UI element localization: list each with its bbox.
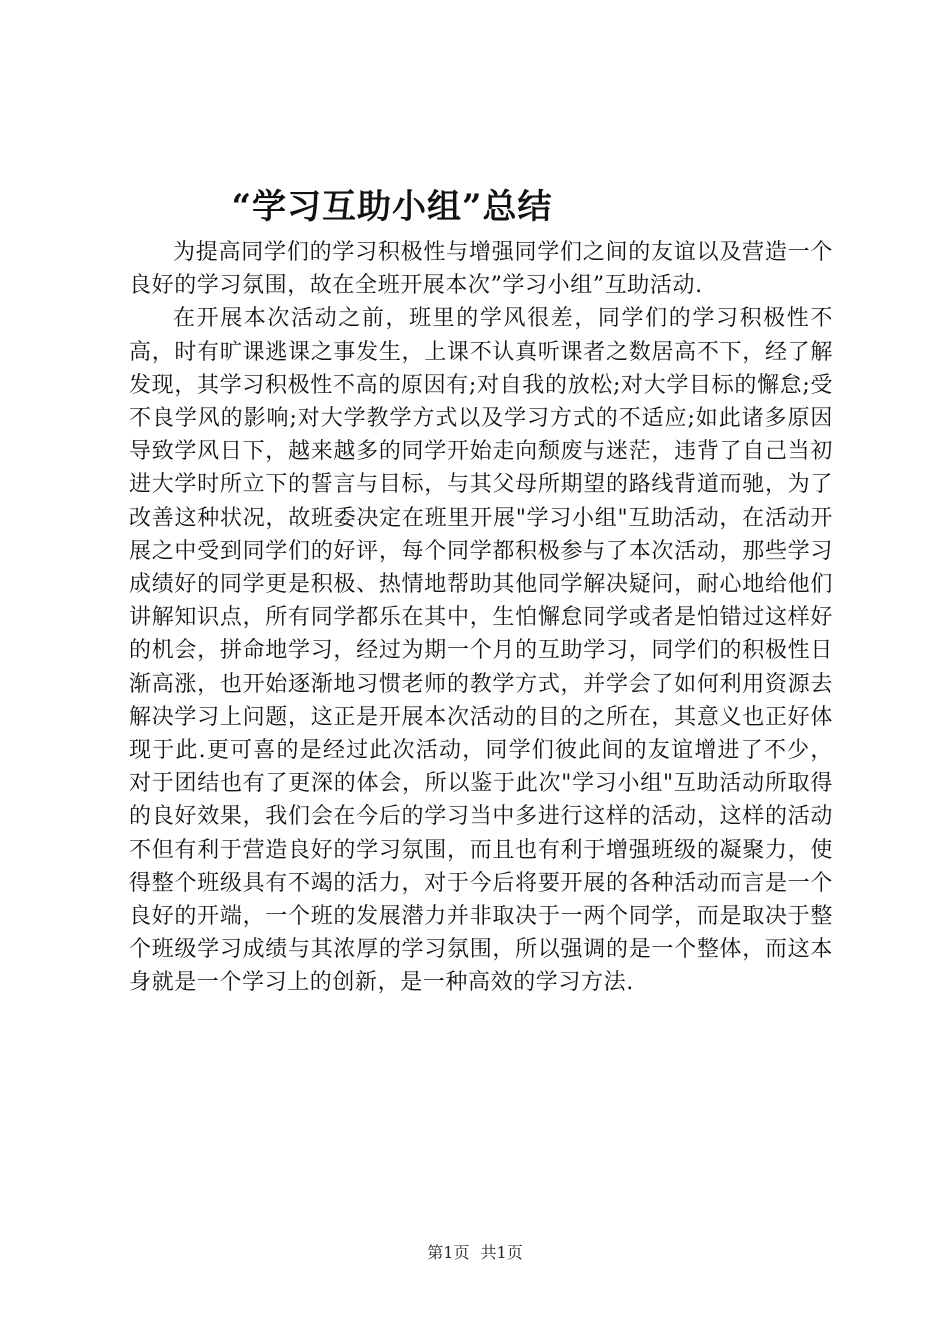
document-title: “学习互助小组”总结 xyxy=(231,187,553,227)
paragraph-main: 在开展本次活动之前，班里的学风很差，同学们的学习积极性不高，时有旷课逃课之事发生，上课不认真听课者之数居高不下，经了解发现，其学习积极性不高的原因有;对自我的放松;对大学目标的懈怠;受不良学风的影响;对大学教学方式以及学习方式的不适应;如此诸多原因导致学风日下，越来越多的同学开始走向颓废与迷茫，违背了自己当初进大学时所立下的誓言与目标，与其父母所期望的路线背道而驰，为了改善这种状况，故班委决定在班里开展"学习小组"互助活动，在活动开展之中受到同学们的好评，每个同学都积极参与了本次活动，那些学习成绩好的同学更是积极、热情地帮助其他同学解决疑问，耐心地给他们讲解知识点，所有同学都乐在其中，生怕懈怠同学或者是怕错过这样好的机会，拼命地学习，经过为期一个月的互助学习，同学们的积极性日渐高涨，也开始逐渐地习惯老师的教学方式，并学会了如何利用资源去解决学习上问题，这正是开展本次活动的目的之所在，其意义也正好体现于此.更可喜的是经过此次活动，同学们彼此间的友谊增进了不少，对于团结也有了更深的体会，所以鉴于此次"学习小组"互助活动所取得的良好效果，我们会在今后的学习当中多进行这样的活动，这样的活动不但有利于营造良好的学习氛围，而且也有利于增强班级的凝聚力，使得整个班级具有不竭的活力，对于今后将要开展的各种活动而言是一个良好的开端，一个班的发展潜力并非取决于一两个同学，而是取决于整个班级学习成绩与其浓厚的学习氛围，所以强调的是一个整体，而这本身就是一个学习上的创新，是一种高效的学习方法. xyxy=(129,306,833,996)
page-number-current: 第1页 xyxy=(427,1243,470,1262)
page-number-total: 共1页 xyxy=(480,1243,523,1262)
paragraph-intro: 为提高同学们的学习积极性与增强同学们之间的友谊以及营造一个良好的学习氛围，故在全班开展本次”学习小组”互助活动. xyxy=(129,240,833,299)
document-body xyxy=(129,236,833,1000)
page-footer xyxy=(0,1242,950,1264)
